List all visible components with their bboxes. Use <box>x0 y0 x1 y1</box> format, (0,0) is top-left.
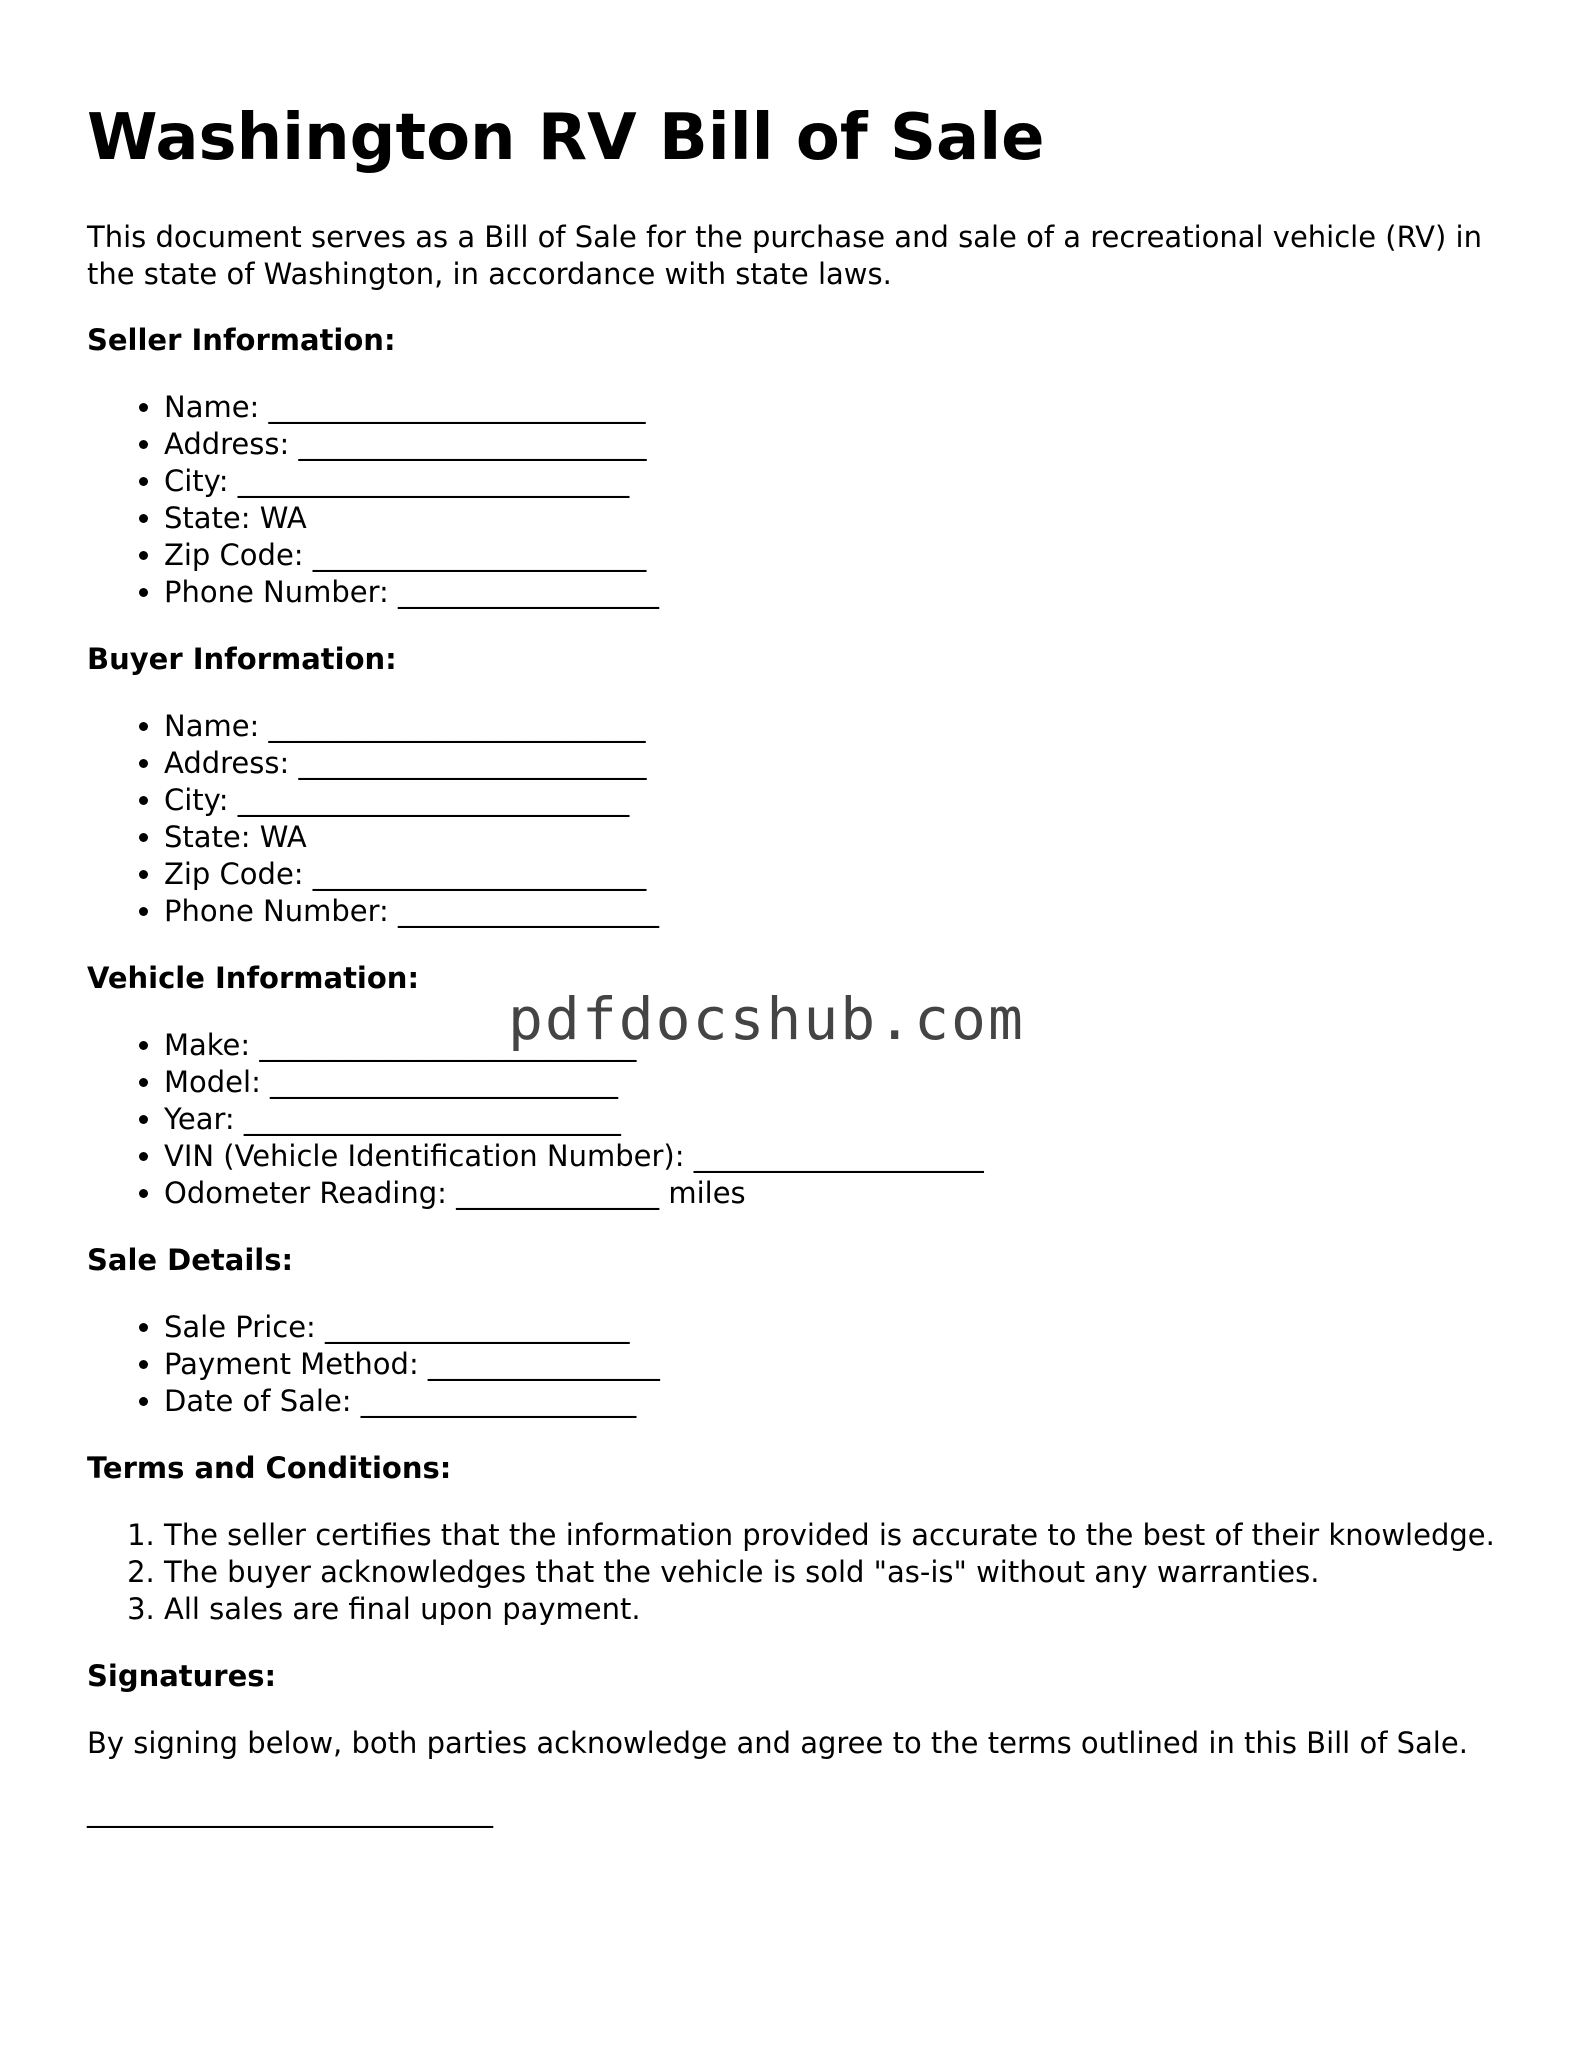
vehicle-list <box>87 1027 1507 1212</box>
vehicle-make-field: • Make: __________________________ <box>164 1027 1507 1064</box>
term-item: 1. The seller certifies that the information provided is accurate to the best of their knowledge. <box>164 1517 1507 1554</box>
vehicle-heading: Vehicle Information: <box>87 960 420 995</box>
vehicle-model-field: • Model: ________________________ <box>164 1064 1507 1101</box>
seller-state-field: • State: WA <box>164 500 1507 537</box>
seller-heading: Seller Information: <box>87 322 396 357</box>
buyer-address-field: • Address: ________________________ <box>164 745 1507 782</box>
buyer-zip-field: • Zip Code: _______________________ <box>164 856 1507 893</box>
sale-list <box>87 1309 1507 1420</box>
watermark-text: pdfdocshub.com <box>508 985 1025 1053</box>
terms-heading: Terms and Conditions: <box>87 1450 452 1485</box>
buyer-city-field: • City: ___________________________ <box>164 782 1507 819</box>
sale-heading: Sale Details: <box>87 1242 294 1277</box>
signature-line: ____________________________ <box>87 1793 493 1828</box>
seller-name-field: • Name: __________________________ <box>164 389 1507 426</box>
buyer-name-field: • Name: __________________________ <box>164 708 1507 745</box>
seller-zip-field: • Zip Code: _______________________ <box>164 537 1507 574</box>
signatures-heading: Signatures: <box>87 1658 277 1693</box>
sale-date-field: • Date of Sale: ___________________ <box>164 1383 1507 1420</box>
payment-method-field: • Payment Method: ________________ <box>164 1346 1507 1383</box>
seller-phone-field: • Phone Number: __________________ <box>164 574 1507 611</box>
document-title: Washington RV Bill of Sale <box>87 101 1045 175</box>
term-item: 3. All sales are final upon payment. <box>164 1591 1507 1628</box>
buyer-phone-field: • Phone Number: __________________ <box>164 893 1507 930</box>
seller-address-field: • Address: ________________________ <box>164 426 1507 463</box>
seller-list <box>87 389 1507 611</box>
vehicle-year-field: • Year: __________________________ <box>164 1101 1507 1138</box>
vehicle-vin-field: • VIN (Vehicle Identification Number): ____________________ <box>164 1138 1507 1175</box>
buyer-list <box>87 708 1507 930</box>
vehicle-odometer-field: • Odometer Reading: ______________ miles <box>164 1175 1507 1212</box>
sale-price-field: • Sale Price: _____________________ <box>164 1309 1507 1346</box>
term-item: 2. The buyer acknowledges that the vehicle is sold "as-is" without any warranties. <box>164 1554 1507 1591</box>
intro-paragraph: This document serves as a Bill of Sale for the purchase and sale of a recreational vehicle (RV) in the state of Washington, in accordance with state laws. <box>87 219 1482 291</box>
signatures-paragraph: By signing below, both parties acknowledge and agree to the terms outlined in this Bill of Sale. <box>87 1725 1468 1760</box>
buyer-heading: Buyer Information: <box>87 641 397 676</box>
buyer-state-field: • State: WA <box>164 819 1507 856</box>
document-page <box>87 100 1507 1830</box>
seller-city-field: • City: ___________________________ <box>164 463 1507 500</box>
terms-list <box>87 1517 1507 1628</box>
